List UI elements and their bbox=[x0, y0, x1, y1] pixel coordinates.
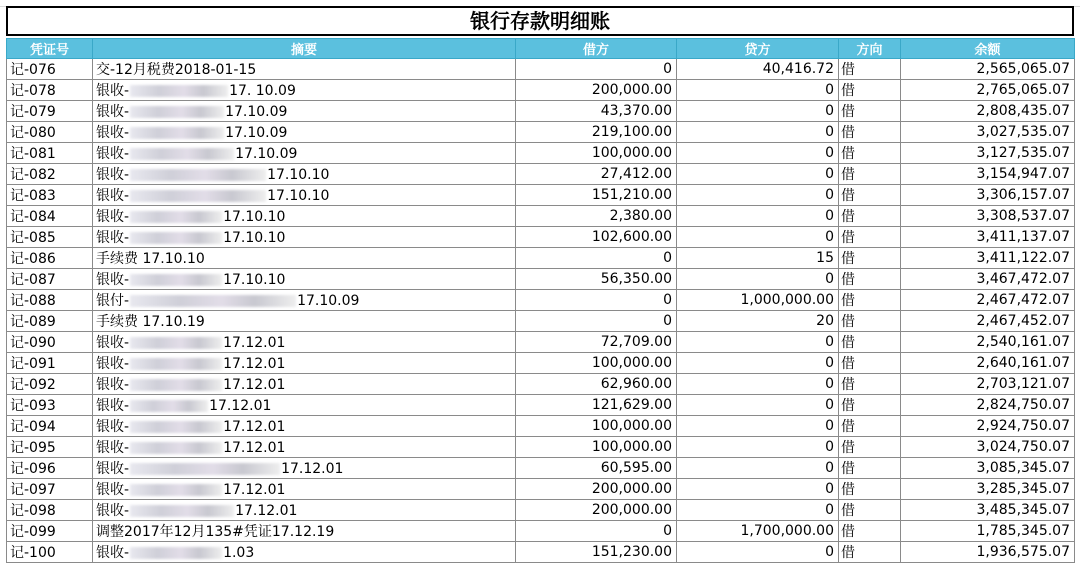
cell-credit[interactable]: 0 bbox=[677, 479, 839, 500]
cell-voucher[interactable]: 记-090 bbox=[7, 332, 93, 353]
cell-balance[interactable]: 3,127,535.07 bbox=[901, 143, 1075, 164]
summary-date: 17.10.10 bbox=[223, 209, 286, 225]
cell-voucher[interactable]: 记-091 bbox=[7, 353, 93, 374]
cell-summary[interactable] bbox=[93, 395, 516, 416]
cell-balance[interactable]: 2,703,121.07 bbox=[901, 374, 1075, 395]
cell-voucher[interactable]: 记-082 bbox=[7, 164, 93, 185]
cell-debit[interactable]: 43,370.00 bbox=[516, 101, 677, 122]
summary-text: 银收- bbox=[96, 482, 130, 498]
redacted-text bbox=[130, 211, 222, 223]
cell-voucher[interactable]: 记-100 bbox=[7, 542, 93, 563]
table-row bbox=[7, 437, 1075, 458]
redacted-text bbox=[130, 379, 222, 391]
summary-date: 17.12.01 bbox=[223, 440, 286, 456]
cell-balance[interactable]: 1,936,575.07 bbox=[901, 542, 1075, 563]
table-row bbox=[7, 101, 1075, 122]
cell-voucher[interactable]: 记-080 bbox=[7, 122, 93, 143]
cell-direction[interactable]: 借 bbox=[839, 206, 901, 227]
cell-direction[interactable]: 借 bbox=[839, 395, 901, 416]
table-row bbox=[7, 311, 1075, 332]
summary-text: 银收- bbox=[96, 125, 130, 141]
summary-date: 17.12.01 bbox=[281, 461, 344, 477]
cell-balance[interactable]: 3,485,345.07 bbox=[901, 500, 1075, 521]
summary-text: 银收- bbox=[96, 545, 130, 561]
cell-summary[interactable] bbox=[93, 290, 516, 311]
cell-balance[interactable]: 3,467,472.07 bbox=[901, 269, 1075, 290]
table-row bbox=[7, 122, 1075, 143]
cell-debit[interactable]: 151,230.00 bbox=[516, 542, 677, 563]
cell-debit[interactable]: 102,600.00 bbox=[516, 227, 677, 248]
redacted-text bbox=[130, 505, 234, 517]
cell-credit[interactable]: 0 bbox=[677, 269, 839, 290]
column-header-debit[interactable]: 借方 bbox=[516, 39, 677, 59]
cell-direction[interactable]: 借 bbox=[839, 59, 901, 80]
cell-summary[interactable] bbox=[93, 248, 516, 269]
summary-text: 交-12月税费2018-01-15 bbox=[96, 62, 257, 78]
cell-balance[interactable]: 3,411,137.07 bbox=[901, 227, 1075, 248]
table-row bbox=[7, 332, 1075, 353]
cell-credit[interactable]: 0 bbox=[677, 185, 839, 206]
cell-credit[interactable]: 40,416.72 bbox=[677, 59, 839, 80]
cell-credit[interactable]: 0 bbox=[677, 164, 839, 185]
redacted-text bbox=[130, 421, 222, 433]
cell-credit[interactable]: 0 bbox=[677, 206, 839, 227]
summary-date: 17.12.01 bbox=[223, 356, 286, 372]
redacted-text bbox=[130, 442, 222, 454]
cell-direction[interactable]: 借 bbox=[839, 521, 901, 542]
redacted-text bbox=[130, 547, 222, 559]
cell-summary[interactable] bbox=[93, 269, 516, 290]
cell-credit[interactable]: 0 bbox=[677, 500, 839, 521]
cell-voucher[interactable]: 记-081 bbox=[7, 143, 93, 164]
cell-debit[interactable]: 72,709.00 bbox=[516, 332, 677, 353]
redacted-text bbox=[130, 85, 228, 97]
cell-summary[interactable] bbox=[93, 143, 516, 164]
header-row bbox=[7, 39, 1075, 59]
table-row bbox=[7, 80, 1075, 101]
summary-text: 银收- bbox=[96, 377, 130, 393]
cell-direction[interactable]: 借 bbox=[839, 269, 901, 290]
redacted-text bbox=[130, 232, 222, 244]
summary-text: 银收- bbox=[96, 461, 130, 477]
cell-balance[interactable]: 3,154,947.07 bbox=[901, 164, 1075, 185]
cell-debit[interactable]: 200,000.00 bbox=[516, 80, 677, 101]
cell-balance[interactable]: 2,765,065.07 bbox=[901, 80, 1075, 101]
cell-voucher[interactable]: 记-084 bbox=[7, 206, 93, 227]
summary-text: 银收- bbox=[96, 440, 130, 456]
cell-balance[interactable]: 2,808,435.07 bbox=[901, 101, 1075, 122]
summary-date: 17.12.01 bbox=[223, 419, 286, 435]
cell-credit[interactable]: 0 bbox=[677, 227, 839, 248]
cell-balance[interactable]: 2,565,065.07 bbox=[901, 59, 1075, 80]
redacted-text bbox=[130, 295, 296, 307]
cell-debit[interactable]: 219,100.00 bbox=[516, 122, 677, 143]
cell-balance[interactable]: 3,027,535.07 bbox=[901, 122, 1075, 143]
cell-summary[interactable] bbox=[93, 500, 516, 521]
summary-text: 银收- bbox=[96, 230, 130, 246]
cell-balance[interactable]: 3,308,537.07 bbox=[901, 206, 1075, 227]
cell-direction[interactable]: 借 bbox=[839, 290, 901, 311]
cell-direction[interactable]: 借 bbox=[839, 542, 901, 563]
cell-voucher[interactable]: 记-097 bbox=[7, 479, 93, 500]
cell-debit[interactable]: 56,350.00 bbox=[516, 269, 677, 290]
cell-voucher[interactable]: 记-092 bbox=[7, 374, 93, 395]
cell-direction[interactable]: 借 bbox=[839, 101, 901, 122]
table-row bbox=[7, 227, 1075, 248]
cell-credit[interactable]: 15 bbox=[677, 248, 839, 269]
table-row bbox=[7, 164, 1075, 185]
cell-direction[interactable]: 借 bbox=[839, 332, 901, 353]
column-header-balance[interactable]: 余额 bbox=[901, 39, 1075, 59]
cell-balance[interactable]: 1,785,345.07 bbox=[901, 521, 1075, 542]
cell-debit[interactable]: 100,000.00 bbox=[516, 143, 677, 164]
cell-balance[interactable]: 2,824,750.07 bbox=[901, 395, 1075, 416]
cell-debit[interactable]: 62,960.00 bbox=[516, 374, 677, 395]
cell-direction[interactable]: 借 bbox=[839, 80, 901, 101]
cell-summary[interactable] bbox=[93, 521, 516, 542]
cell-credit[interactable]: 0 bbox=[677, 458, 839, 479]
cell-voucher[interactable]: 记-094 bbox=[7, 416, 93, 437]
summary-date: 17.10.09 bbox=[235, 146, 298, 162]
cell-direction[interactable]: 借 bbox=[839, 479, 901, 500]
cell-balance[interactable]: 2,640,161.07 bbox=[901, 353, 1075, 374]
table-row bbox=[7, 143, 1075, 164]
cell-direction[interactable]: 借 bbox=[839, 248, 901, 269]
cell-summary[interactable] bbox=[93, 101, 516, 122]
table-row bbox=[7, 374, 1075, 395]
cell-balance[interactable]: 2,540,161.07 bbox=[901, 332, 1075, 353]
column-header-voucher[interactable]: 凭证号 bbox=[7, 39, 93, 59]
cell-debit[interactable]: 100,000.00 bbox=[516, 416, 677, 437]
cell-balance[interactable]: 3,285,345.07 bbox=[901, 479, 1075, 500]
cell-summary[interactable] bbox=[93, 374, 516, 395]
summary-date: 17. 10.09 bbox=[229, 83, 296, 99]
cell-credit[interactable]: 0 bbox=[677, 374, 839, 395]
redacted-text bbox=[130, 127, 224, 139]
summary-date: 17.10.10 bbox=[267, 188, 330, 204]
cell-credit[interactable]: 0 bbox=[677, 101, 839, 122]
cell-debit[interactable]: 0 bbox=[516, 59, 677, 80]
cell-voucher[interactable]: 记-095 bbox=[7, 437, 93, 458]
cell-summary[interactable] bbox=[93, 185, 516, 206]
redacted-text bbox=[130, 484, 222, 496]
cell-summary[interactable] bbox=[93, 311, 516, 332]
redacted-text bbox=[130, 400, 208, 412]
cell-summary[interactable] bbox=[93, 458, 516, 479]
summary-date: 17.12.01 bbox=[235, 503, 298, 519]
table-row bbox=[7, 521, 1075, 542]
cell-balance[interactable]: 2,467,452.07 bbox=[901, 311, 1075, 332]
cell-direction[interactable]: 借 bbox=[839, 143, 901, 164]
ledger-table bbox=[6, 38, 1075, 563]
cell-voucher[interactable]: 记-086 bbox=[7, 248, 93, 269]
cell-summary[interactable] bbox=[93, 164, 516, 185]
table-row bbox=[7, 206, 1075, 227]
cell-direction[interactable]: 借 bbox=[839, 164, 901, 185]
redacted-text bbox=[130, 358, 222, 370]
redacted-text bbox=[130, 106, 224, 118]
table-row bbox=[7, 269, 1075, 290]
cell-summary[interactable] bbox=[93, 437, 516, 458]
summary-date: 17.10.09 bbox=[297, 293, 360, 309]
table-row bbox=[7, 353, 1075, 374]
cell-direction[interactable]: 借 bbox=[839, 416, 901, 437]
cell-direction[interactable]: 借 bbox=[839, 227, 901, 248]
summary-text: 银收- bbox=[96, 167, 130, 183]
cell-summary[interactable] bbox=[93, 479, 516, 500]
summary-text: 银收- bbox=[96, 503, 130, 519]
table-row bbox=[7, 416, 1075, 437]
cell-voucher[interactable]: 记-096 bbox=[7, 458, 93, 479]
column-header-direction[interactable]: 方向 bbox=[839, 39, 901, 59]
cell-voucher[interactable]: 记-089 bbox=[7, 311, 93, 332]
cell-credit[interactable]: 0 bbox=[677, 80, 839, 101]
cell-voucher[interactable]: 记-078 bbox=[7, 80, 93, 101]
summary-date: 17.10.10 bbox=[223, 272, 286, 288]
summary-date: 17.10.09 bbox=[225, 125, 288, 141]
cell-balance[interactable]: 2,924,750.07 bbox=[901, 416, 1075, 437]
cell-credit[interactable]: 1,000,000.00 bbox=[677, 290, 839, 311]
cell-balance[interactable]: 3,306,157.07 bbox=[901, 185, 1075, 206]
cell-debit[interactable]: 0 bbox=[516, 521, 677, 542]
redacted-text bbox=[130, 148, 234, 160]
table-row bbox=[7, 542, 1075, 563]
cell-debit[interactable]: 121,629.00 bbox=[516, 395, 677, 416]
cell-credit[interactable]: 20 bbox=[677, 311, 839, 332]
summary-date: 17.12.01 bbox=[223, 482, 286, 498]
cell-balance[interactable]: 3,085,345.07 bbox=[901, 458, 1075, 479]
cell-debit[interactable]: 200,000.00 bbox=[516, 500, 677, 521]
cell-direction[interactable]: 借 bbox=[839, 500, 901, 521]
redacted-text bbox=[130, 190, 266, 202]
table-row bbox=[7, 59, 1075, 80]
cell-debit[interactable]: 27,412.00 bbox=[516, 164, 677, 185]
cell-voucher[interactable]: 记-088 bbox=[7, 290, 93, 311]
summary-text: 银收- bbox=[96, 188, 130, 204]
cell-voucher[interactable]: 记-099 bbox=[7, 521, 93, 542]
cell-balance[interactable]: 2,467,472.07 bbox=[901, 290, 1075, 311]
column-header-credit[interactable]: 贷方 bbox=[677, 39, 839, 59]
summary-date: 17.10.10 bbox=[267, 167, 330, 183]
cell-summary[interactable] bbox=[93, 80, 516, 101]
summary-text: 手续费 17.10.19 bbox=[96, 314, 205, 330]
summary-date: 17.12.01 bbox=[223, 377, 286, 393]
summary-text: 银收- bbox=[96, 209, 130, 225]
cell-direction[interactable]: 借 bbox=[839, 353, 901, 374]
cell-debit[interactable]: 0 bbox=[516, 290, 677, 311]
summary-text: 银收- bbox=[96, 398, 130, 414]
summary-date: 17.10.10 bbox=[223, 230, 286, 246]
ledger-body bbox=[7, 59, 1075, 563]
cell-credit[interactable]: 0 bbox=[677, 332, 839, 353]
table-row bbox=[7, 500, 1075, 521]
summary-text: 银付- bbox=[96, 293, 130, 309]
cell-voucher[interactable]: 记-079 bbox=[7, 101, 93, 122]
summary-text: 银收- bbox=[96, 335, 130, 351]
cell-credit[interactable]: 0 bbox=[677, 542, 839, 563]
summary-date: 17.12.01 bbox=[223, 335, 286, 351]
cell-balance[interactable]: 3,024,750.07 bbox=[901, 437, 1075, 458]
summary-text: 银收- bbox=[96, 272, 130, 288]
cell-voucher[interactable]: 记-083 bbox=[7, 185, 93, 206]
summary-date: 1.03 bbox=[223, 545, 255, 561]
summary-text: 调整2017年12月135#凭证17.12.19 bbox=[96, 524, 335, 540]
summary-text: 银收- bbox=[96, 104, 130, 120]
cell-summary[interactable] bbox=[93, 416, 516, 437]
cell-summary[interactable] bbox=[93, 227, 516, 248]
cell-voucher[interactable]: 记-093 bbox=[7, 395, 93, 416]
summary-text: 银收- bbox=[96, 356, 130, 372]
cell-summary[interactable] bbox=[93, 542, 516, 563]
cell-credit[interactable]: 0 bbox=[677, 416, 839, 437]
cell-voucher[interactable]: 记-087 bbox=[7, 269, 93, 290]
redacted-text bbox=[130, 337, 222, 349]
cell-debit[interactable]: 0 bbox=[516, 248, 677, 269]
summary-date: 17.12.01 bbox=[209, 398, 272, 414]
sheet-title[interactable]: 银行存款明细账 bbox=[6, 6, 1074, 36]
table-row bbox=[7, 290, 1075, 311]
cell-voucher[interactable]: 记-085 bbox=[7, 227, 93, 248]
cell-summary[interactable] bbox=[93, 353, 516, 374]
cell-credit[interactable]: 1,700,000.00 bbox=[677, 521, 839, 542]
cell-direction[interactable]: 借 bbox=[839, 374, 901, 395]
table-row bbox=[7, 479, 1075, 500]
cell-direction[interactable]: 借 bbox=[839, 122, 901, 143]
cell-debit[interactable]: 100,000.00 bbox=[516, 437, 677, 458]
cell-direction[interactable]: 借 bbox=[839, 458, 901, 479]
cell-balance[interactable]: 3,411,122.07 bbox=[901, 248, 1075, 269]
cell-debit[interactable]: 200,000.00 bbox=[516, 479, 677, 500]
table-row bbox=[7, 248, 1075, 269]
cell-summary[interactable] bbox=[93, 122, 516, 143]
cell-direction[interactable]: 借 bbox=[839, 311, 901, 332]
cell-credit[interactable]: 0 bbox=[677, 353, 839, 374]
cell-summary[interactable] bbox=[93, 206, 516, 227]
column-header-summary[interactable]: 摘要 bbox=[93, 39, 516, 59]
table-row bbox=[7, 395, 1075, 416]
summary-text: 银收- bbox=[96, 83, 130, 99]
redacted-text bbox=[130, 274, 222, 286]
cell-debit[interactable]: 151,210.00 bbox=[516, 185, 677, 206]
table-row bbox=[7, 185, 1075, 206]
cell-voucher[interactable]: 记-076 bbox=[7, 59, 93, 80]
cell-summary[interactable] bbox=[93, 59, 516, 80]
cell-credit[interactable]: 0 bbox=[677, 437, 839, 458]
cell-debit[interactable]: 0 bbox=[516, 311, 677, 332]
cell-direction[interactable]: 借 bbox=[839, 185, 901, 206]
cell-credit[interactable]: 0 bbox=[677, 395, 839, 416]
redacted-text bbox=[130, 463, 280, 475]
summary-text: 银收- bbox=[96, 146, 130, 162]
cell-debit[interactable]: 2,380.00 bbox=[516, 206, 677, 227]
cell-credit[interactable]: 0 bbox=[677, 122, 839, 143]
redacted-text bbox=[130, 169, 266, 181]
cell-credit[interactable]: 0 bbox=[677, 143, 839, 164]
summary-text: 手续费 17.10.10 bbox=[96, 251, 205, 267]
cell-debit[interactable]: 60,595.00 bbox=[516, 458, 677, 479]
cell-summary[interactable] bbox=[93, 332, 516, 353]
cell-voucher[interactable]: 记-098 bbox=[7, 500, 93, 521]
cell-debit[interactable]: 100,000.00 bbox=[516, 353, 677, 374]
summary-date: 17.10.09 bbox=[225, 104, 288, 120]
summary-text: 银收- bbox=[96, 419, 130, 435]
table-row bbox=[7, 458, 1075, 479]
cell-direction[interactable]: 借 bbox=[839, 437, 901, 458]
